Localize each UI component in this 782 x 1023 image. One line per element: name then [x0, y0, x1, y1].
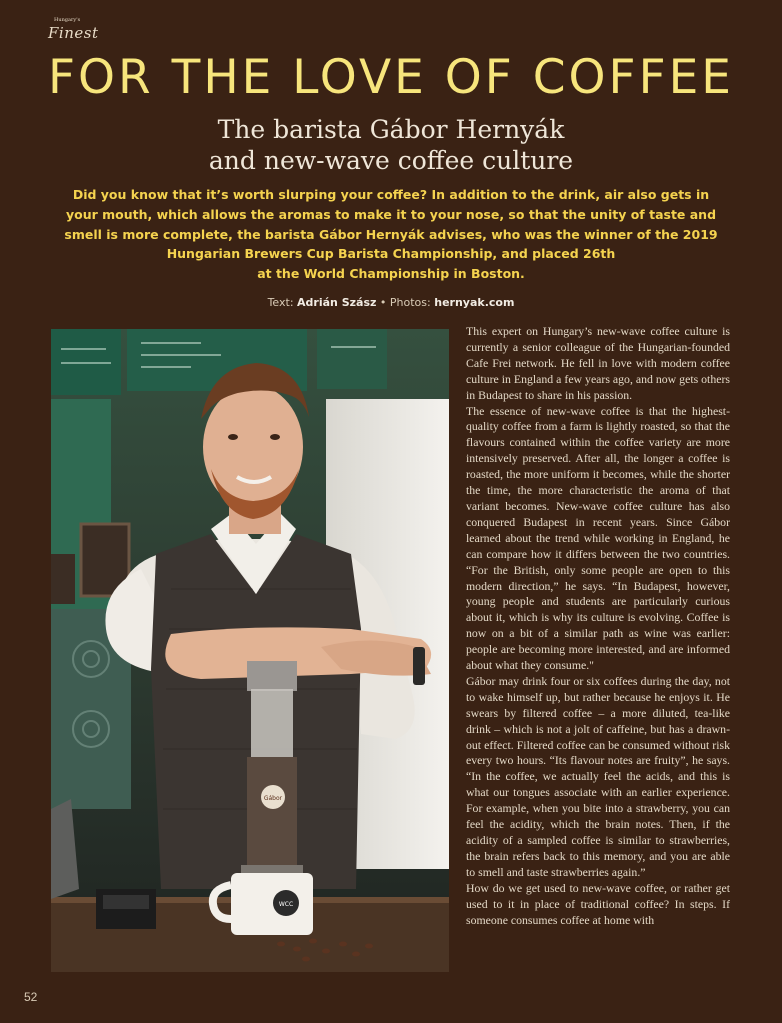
article-headline: FOR THE LOVE OF COFFEE: [47, 50, 735, 105]
photo-credit-label: Photos:: [389, 296, 431, 309]
lead-line: your mouth, which allows the aromas to make it to your nose, so that the unity of taste and: [65, 206, 717, 222]
article-body: [466, 324, 730, 976]
article-subtitle: [0, 114, 782, 176]
logo-text: Finest: [48, 24, 99, 42]
lead-line: Did you know that it’s worth slurping your coffee? In addition to the drink, air also gets in: [72, 187, 710, 202]
credit-separator: •: [379, 296, 387, 309]
magazine-logo: [48, 17, 99, 42]
body-paragraph: This expert on Hungary’s new-wave coffee culture is currently a senior colleague of the Hungarian-founded Cafe Frei network. He fell in love with modern coffee culture in England a few years ago, and now gets others in Budapest to share in his passion.: [466, 324, 730, 402]
logo-small-text: Hungary's: [54, 17, 81, 23]
press-logo-text: Gábor: [263, 795, 283, 802]
barista-photo: [51, 329, 449, 972]
lead-line: at the World Championship in Boston.: [257, 266, 525, 282]
body-paragraph: How do we get used to new-wave coffee, or rather get used to it in place of traditional coffee? In steps. If someone consumes coffee at home with: [466, 880, 730, 927]
article-credits: [0, 296, 782, 310]
lead-paragraph: [50, 185, 732, 284]
body-paragraph: The essence of new-wave coffee is that the highest-quality coffee from a farm is lightly roasted, so that the flavours contained within the coffee variety are more intensively preserved. After all, the longer a coffee is roasted, the more uniform it becomes, while the shorter the time, the more characteristic the aroma of that variant becomes. New-wave coffee culture has also conquered Budapest in recent years. Since Gábor learned about the trend while working in England, he can compare how it differs between the two countries. “For the British, only some people are open to this modern direction,” he says. “In Budapest, however, young people and students are particularly curious about it, which is why its culture is evolving. Coffee is now on a bit of a similar path as wine was earlier: people are becoming more interested, and are informed about what they consume.": [466, 403, 730, 673]
body-paragraph: Gábor may drink four or six coffees during the day, not to wake himself up, but rather because he enjoys it. He swears by filtered coffee – a more diluted, tea-like drink – which is not a jolt of caffeine, but has a drawn-out effect. Filtered coffee can be consumed without risk every two hours. “Its flavour notes are fruity”, he says. “In the coffee, we actually feel the acids, and this is what our tongues associate with an earlier experience. For example, when you bite into a strawberry, you can feel the acidity, which the brain notes. Then, if the acidity of a sampled coffee is similar to strawberries, the brain refers back to this memory, and you are able to smell and taste strawberries again.”: [466, 673, 730, 879]
lead-line: Hungarian Brewers Cup Barista Championship, and placed 26th: [166, 246, 616, 262]
text-credit-label: Text:: [267, 296, 294, 309]
photographer-name: hernyak.com: [434, 296, 515, 309]
lead-line: smell is more complete, the barista Gábor Hernyák advises, who was the winner of the 2019: [64, 226, 718, 242]
page-number: 52: [24, 990, 38, 1004]
subtitle-line-2: and new-wave coffee culture: [208, 146, 574, 175]
author-name: Adrián Szász: [297, 296, 377, 309]
subtitle-line-1: The barista Gábor Hernyák: [217, 115, 565, 144]
mug-logo-text: WCC: [278, 901, 294, 908]
